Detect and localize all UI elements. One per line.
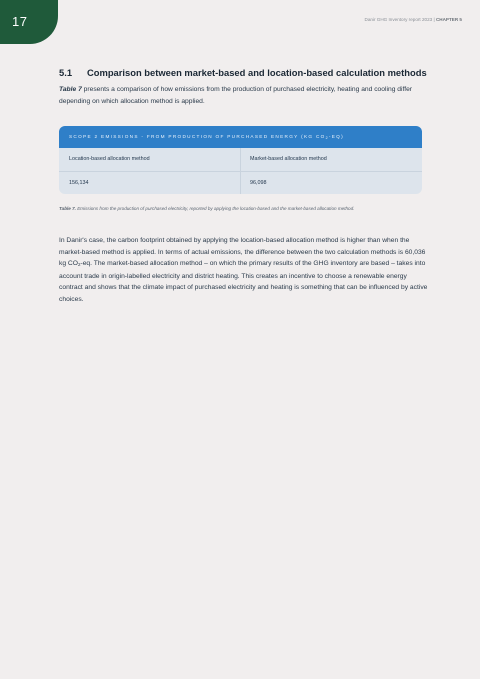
running-header bbox=[365, 17, 462, 22]
chapter-label: CHAPTER 5 bbox=[435, 17, 462, 22]
intro-paragraph bbox=[59, 84, 429, 107]
caption-ref: Table 7. bbox=[59, 206, 76, 211]
section-heading bbox=[59, 67, 439, 78]
header-separator: | bbox=[433, 17, 435, 22]
section-title: Comparison between market-based and location-based calculation methods bbox=[87, 67, 427, 78]
table-caption bbox=[59, 206, 429, 211]
document-title: Danir GHG Inventory report 2023 bbox=[364, 17, 433, 22]
column-divider bbox=[240, 172, 241, 194]
location-based-value: 156,134 bbox=[69, 180, 89, 186]
page-number: 17 bbox=[12, 14, 28, 29]
table-title: SCOPE 2 EMISSIONS - FROM PRODUCTION OF PURCHASED ENERGY (KG $CO_2-EQ$) bbox=[59, 126, 422, 148]
emissions-table bbox=[59, 126, 422, 194]
location-based-header: Location-based allocation method bbox=[69, 156, 150, 162]
body-paragraph: In Danir's case, the carbon footprint obtained by applying the location-based allocation method is higher than when the market-based method is applied. In terms of actual emissions, the difference between the two calculation methods is 60,036 kg $CO_2-eq$. The market-based allocation method – on which the primary results of the GHG inventory are based – takes into account trade in origin-labelled electricity and district heating. This creates an incentive to choose a renewable energy contract and shows that the climate impact of purchased electricity and heating is something that can be influenced by active choices. bbox=[59, 237, 428, 303]
market-based-value: 96,098 bbox=[250, 180, 267, 186]
table-header-row bbox=[59, 148, 422, 172]
table-reference: Table 7 bbox=[59, 86, 82, 93]
section-number: 5.1 bbox=[59, 67, 73, 78]
intro-text: presents a comparison of how emissions from the production of purchased electricity, heating and cooling differ depending on which allocation method is applied. bbox=[59, 86, 413, 105]
caption-text: Emissions from the production of purchased electricity, reported by applying the location-based and the market-based allocation method. bbox=[75, 206, 355, 211]
market-based-header: Market-based allocation method bbox=[250, 156, 327, 162]
page-number-tab bbox=[0, 0, 58, 44]
table-values-row bbox=[59, 172, 422, 194]
column-divider bbox=[240, 148, 241, 171]
